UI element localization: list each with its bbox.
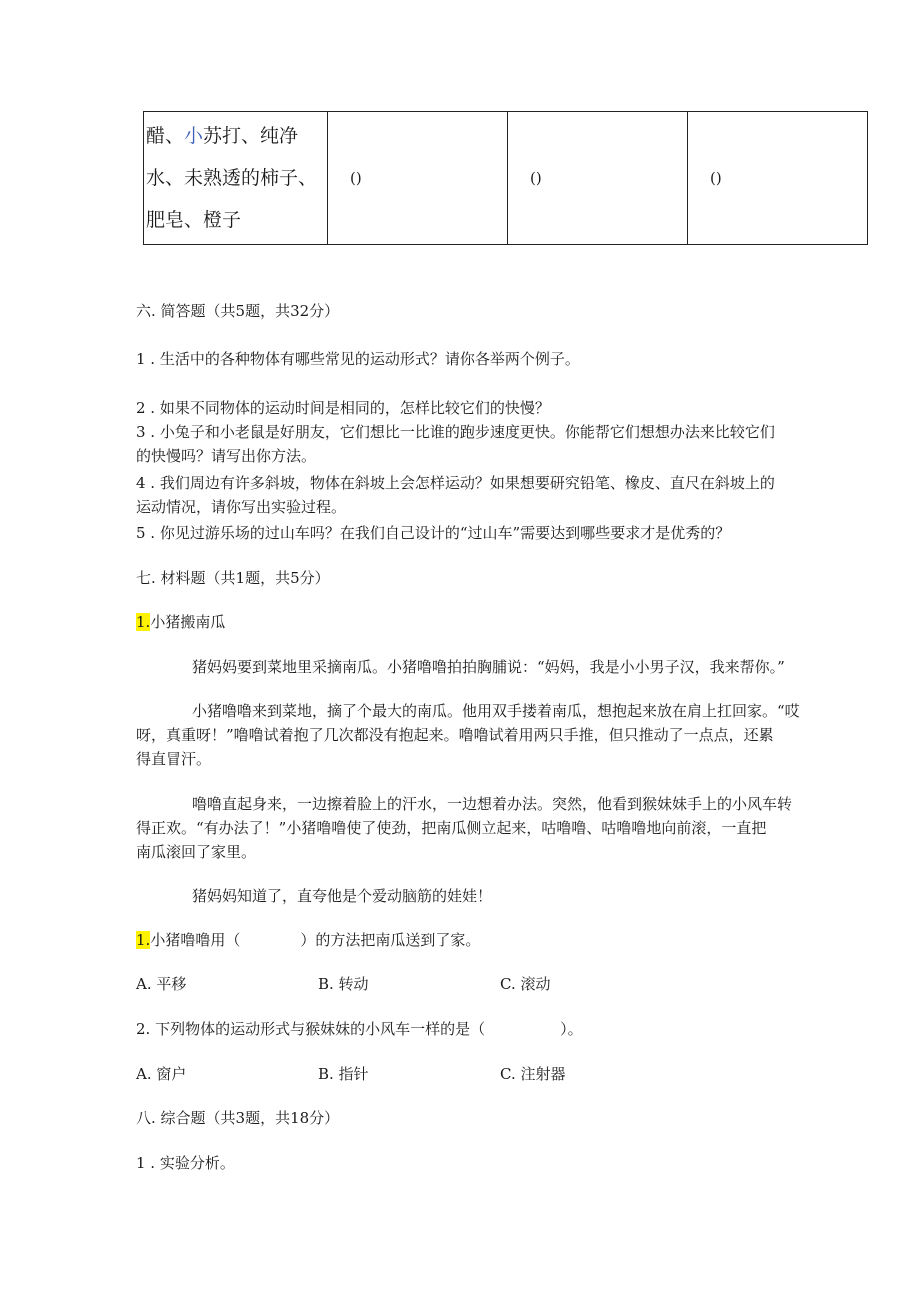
section-8-heading: 八. 综合题（共3题，共18分） <box>136 1109 340 1127</box>
section-6-heading: 六. 简答题（共5题，共32分） <box>136 302 340 320</box>
sub-question-2: 2. 下列物体的运动形式与猴妹妹的小风车一样的是（ ）。 <box>136 1020 583 1038</box>
option-c[interactable]: C. 滚动 <box>500 975 551 993</box>
option-b[interactable]: B. 转动 <box>318 975 369 993</box>
section-6-question-4-line-2: 运动情况，请你写出实验过程。 <box>136 498 347 516</box>
section-6-question-1: 1 . 生活中的各种物体有哪些常见的运动形式？请你各举两个例子。 <box>136 350 580 368</box>
sub-question-1: 1.小猪噜噜用（ ）的方法把南瓜送到了家。 <box>136 931 481 949</box>
story-paragraph-2-line-2: 呀，真重呀！”噜噜试着抱了几次都没有抱起来。噜噜试着用两只手推，但只推动了一点点，还累 <box>136 726 774 744</box>
section-7-heading: 七. 材料题（共1题，共5分） <box>136 569 330 587</box>
substance-list-cell <box>144 112 328 245</box>
item-number-highlight: 1. <box>136 613 151 631</box>
answer-cell-2[interactable]: () <box>508 112 688 245</box>
story-paragraph-3-line-3: 南瓜滚回了家里。 <box>136 843 257 861</box>
section-6-question-3-line-2: 的快慢吗？请写出你方法。 <box>136 447 317 465</box>
story-paragraph-2-line-1: 小猪噜噜来到菜地，摘了个最大的南瓜。他用双手搂着南瓜，想抱起来放在肩上扛回家。“哎 <box>192 702 800 720</box>
story-paragraph-2-line-3: 得直冒汗。 <box>136 750 212 768</box>
material-item-1: 1.小猪搬南瓜 <box>136 613 226 631</box>
section-8-question-1: 1 . 实验分析。 <box>136 1154 235 1172</box>
option-a[interactable]: A. 平移 <box>136 975 187 993</box>
sub-question-number-highlight: 1. <box>136 931 151 949</box>
substance-line-3: 肥皂、橙子 <box>146 209 242 231</box>
answer-cell-1[interactable]: () <box>328 112 508 245</box>
story-paragraph-3-line-1: 噜噜直起身来，一边擦着脸上的汗水，一边想着办法。突然，他看到猴妹妹手上的小风车转 <box>192 795 793 813</box>
option-c-2[interactable]: C. 注射器 <box>500 1065 566 1083</box>
substance-line-1: 醋、小苏打、纯净 <box>146 125 299 147</box>
section-6-question-4-line-1: 4 . 我们周边有许多斜坡，物体在斜坡上会怎样运动？如果想要研究铅笔、橡皮、直尺在斜坡上的 <box>136 474 775 492</box>
story-paragraph-4: 猪妈妈知道了，直夸他是个爱动脑筋的娃娃！ <box>192 887 493 905</box>
story-paragraph-3-line-2: 得正欢。“有办法了！”小猪噜噜使了使劲，把南瓜侧立起来，咕噜噜、咕噜噜地向前滚，一直把 <box>136 819 767 837</box>
section-6-question-5: 5 . 你见过游乐场的过山车吗？在我们自己设计的“过山车”需要达到哪些要求才是优秀的？ <box>136 524 731 542</box>
option-a-2[interactable]: A. 窗户 <box>136 1065 187 1083</box>
answer-table <box>143 111 868 245</box>
section-6-question-2: 2 . 如果不同物体的运动时间是相同的，怎样比较它们的快慢？ <box>136 399 550 417</box>
substance-line-2: 水、未熟透的柿子、 <box>146 167 318 189</box>
story-paragraph-1: 猪妈妈要到菜地里采摘南瓜。小猪噜噜拍拍胸脯说：“妈妈，我是小小男子汉，我来帮你。” <box>192 658 785 676</box>
answer-cell-3[interactable]: () <box>688 112 868 245</box>
option-b-2[interactable]: B. 指针 <box>318 1065 369 1083</box>
section-6-question-3-line-1: 3 . 小兔子和小老鼠是好朋友，它们想比一比谁的跑步速度更快。你能帮它们想想办法来比较它们 <box>136 423 775 441</box>
